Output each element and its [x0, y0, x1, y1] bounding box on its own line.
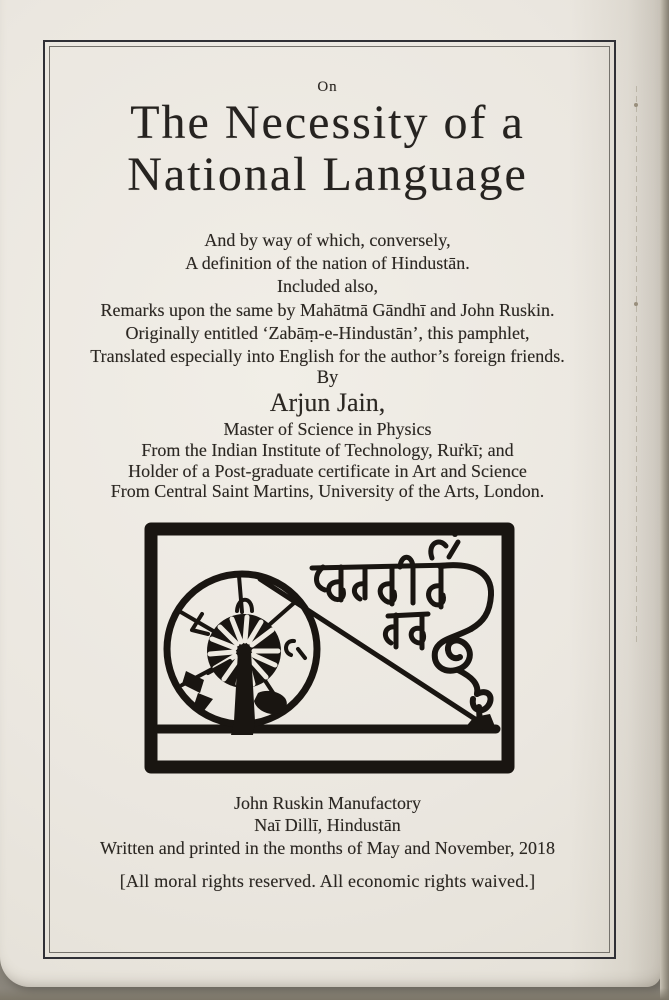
- paper-bottom-edge-shadow: [0, 988, 669, 1000]
- author-name: Arjun Jain,: [269, 388, 386, 417]
- subtitle-line: Included also,: [277, 276, 378, 297]
- subtitle-block: [43, 229, 612, 368]
- subtitle-line: Originally entitled ‘Zabāṃ-e-Hindustān’, this pamphlet,: [125, 322, 530, 343]
- credential-line: From Central Saint Martins, University of the Arts, London.: [110, 481, 545, 502]
- subtitle-line: A definition of the nation of Hindustān.: [185, 253, 470, 274]
- title-line-1: The Necessity of a: [130, 96, 525, 149]
- imprint-block: [43, 792, 612, 859]
- rights-notice: [All moral rights reserved. All economic rights waived.]: [119, 871, 536, 891]
- binding-stitch-knot: [634, 302, 638, 306]
- credential-line: From the Indian Institute of Technology, Ruṙkī; and: [141, 439, 514, 460]
- paper-right-edge-shadow: [660, 0, 669, 1000]
- kicker-text: On: [317, 79, 338, 95]
- subtitle-line: Remarks upon the same by Mahātmā Gāndhī and John Ruskin.: [100, 299, 555, 320]
- imprint-line: Written and printed in the months of May and November, 2018: [100, 837, 555, 858]
- charkha-woodcut-illustration: [142, 521, 517, 775]
- imprint-line: Naī Dillī, Hindustān: [254, 815, 401, 836]
- binding-fold-crease: [636, 86, 637, 646]
- binding-stitch-knot: [634, 103, 638, 107]
- title-line-2: National Language: [127, 148, 528, 201]
- author-credentials: [43, 419, 612, 502]
- subtitle-line: Translated especially into English for the author’s foreign friends.: [90, 346, 565, 367]
- imprint-line: John Ruskin Manufactory: [234, 793, 421, 813]
- credential-line: Holder of a Post-graduate certificate in Art and Science: [128, 460, 527, 481]
- spinning-wheel: [167, 574, 317, 735]
- byline-label: By: [316, 368, 339, 388]
- page-title: [43, 97, 612, 201]
- credential-line: Master of Science in Physics: [223, 419, 432, 439]
- devanagari-inscription: [312, 531, 458, 648]
- subtitle-line: And by way of which, conversely,: [204, 230, 451, 250]
